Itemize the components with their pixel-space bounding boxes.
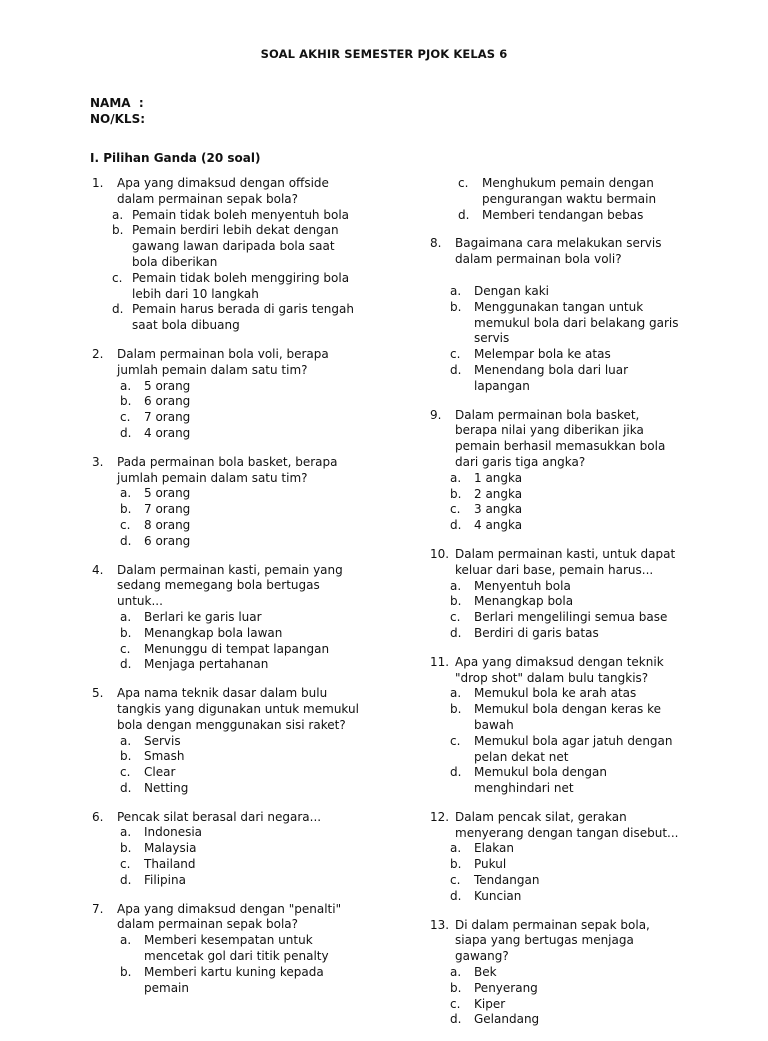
option-letter: c. [120, 857, 131, 872]
options-list [430, 284, 680, 395]
option-item [430, 873, 680, 889]
option-letter: b. [450, 486, 462, 501]
option-letter: c. [450, 502, 461, 517]
question-row [92, 176, 362, 208]
question-text: Dalam permainan bola basket, berapa nilai yang diberikan jika pemain berhasil memasukkan bola dari garis tiga angka? [455, 407, 666, 469]
question-item [92, 902, 362, 997]
option-text: 5 orang [144, 378, 191, 393]
option-letter: c. [450, 996, 461, 1011]
option-letter: d. [450, 518, 462, 533]
options-list [92, 610, 362, 673]
question-number: 2. [92, 346, 104, 361]
question-text: Pada permainan bola basket, berapa jumlah pemain dalam satu tim? [117, 454, 338, 485]
option-text: Memukul bola agar jatuh dengan pelan dekat net [474, 733, 673, 764]
option-item [430, 626, 680, 642]
option-text: Memberi tendangan bebas [482, 207, 644, 222]
option-item [430, 997, 680, 1013]
question-item [92, 686, 362, 797]
question-item [92, 455, 362, 550]
option-text: Pukul [474, 857, 507, 872]
question-row [92, 347, 362, 379]
option-letter: b. [120, 394, 132, 409]
question-text: Pencak silat berasal dari negara... [117, 809, 322, 824]
question-text: Dalam permainan kasti, untuk dapat keluar dari base, pemain harus... [455, 546, 676, 577]
question-text: Dalam pencak silat, gerakan menyerang dengan tangan disebut... [455, 809, 679, 840]
option-text: Memukul bola dengan keras ke bawah [474, 702, 661, 732]
option-letter: a. [450, 686, 462, 701]
option-item [92, 781, 362, 797]
option-letter: a. [450, 841, 462, 856]
option-item [430, 1012, 680, 1028]
option-item [92, 518, 362, 534]
option-letter: d. [120, 780, 132, 795]
option-letter: c. [450, 733, 461, 748]
option-letter: c. [120, 765, 131, 780]
option-text: Malaysia [144, 841, 197, 856]
option-text: Kiper [474, 996, 506, 1011]
question-row [430, 655, 680, 687]
option-text: Indonesia [144, 825, 203, 840]
option-text: 7 orang [144, 502, 191, 517]
option-text: Bek [474, 965, 497, 980]
option-letter: b. [120, 502, 132, 517]
option-item [430, 284, 680, 300]
option-letter: a. [450, 965, 462, 980]
question-row [430, 918, 680, 965]
option-item [430, 686, 680, 702]
question-text: Dalam permainan bola voli, berapa jumlah pemain dalam satu tim? [117, 346, 329, 377]
option-text: Pemain berdiri lebih dekat dengan gawang lawan daripada bola saat bola diberikan [132, 223, 339, 269]
option-item [92, 765, 362, 781]
option-text: Memberi kartu kuning kepada pemain [144, 964, 324, 995]
option-text: 6 orang [144, 394, 191, 409]
option-letter: c. [450, 610, 461, 625]
option-item [92, 302, 362, 334]
option-text: Kuncian [474, 888, 522, 903]
option-letter: d. [120, 872, 132, 887]
option-letter: b. [450, 594, 462, 609]
option-item [92, 426, 362, 442]
option-item [92, 734, 362, 750]
question-number: 6. [92, 809, 104, 824]
question-text: Bagaimana cara melakukan servis dalam permainan bola voli? [455, 236, 662, 267]
option-item [92, 502, 362, 518]
question-text: Dalam permainan kasti, pemain yang sedang memegang bola bertugas untuk... [117, 562, 343, 609]
option-text: Pemain harus berada di garis tengah saat bola dibuang [132, 302, 354, 333]
question-number: 8. [430, 236, 442, 251]
options-list [430, 965, 680, 1028]
option-letter: b. [120, 625, 132, 640]
option-letter: b. [120, 749, 132, 764]
option-item [92, 626, 362, 642]
option-item [430, 594, 680, 610]
option-text: Berlari ke garis luar [144, 609, 262, 624]
option-letter: b. [120, 841, 132, 856]
option-letter: d. [120, 657, 132, 672]
option-item [92, 610, 362, 626]
option-letter: a. [120, 933, 132, 948]
option-item [430, 965, 680, 981]
option-item [92, 825, 362, 841]
option-letter: d. [120, 533, 132, 548]
option-letter: d. [458, 207, 470, 222]
option-item [430, 363, 680, 395]
question-item [430, 408, 680, 534]
option-letter: a. [120, 825, 132, 840]
question-item [430, 918, 680, 1029]
question-item [430, 810, 680, 905]
option-letter: a. [120, 609, 132, 624]
option-text: Memukul bola dengan menghindari net [474, 765, 608, 796]
option-item [92, 379, 362, 395]
option-letter: c. [120, 517, 131, 532]
options-list [430, 579, 680, 642]
option-letter: b. [450, 980, 462, 995]
option-text: Menangkap bola [474, 594, 574, 609]
identity-block [90, 96, 145, 127]
option-item [92, 208, 362, 224]
option-text: Servis [144, 733, 181, 748]
option-text: Penyerang [474, 980, 538, 995]
question-number: 7. [92, 901, 104, 916]
option-text: Filipina [144, 872, 186, 887]
option-text: 8 orang [144, 517, 191, 532]
option-item [430, 765, 680, 797]
option-item [430, 889, 680, 905]
question-row [430, 810, 680, 842]
name-label: NAMA : [90, 96, 144, 110]
option-item [92, 271, 362, 303]
option-item [92, 841, 362, 857]
option-text: Menghukum pemain dengan pengurangan waktu bermain [482, 176, 657, 206]
option-item [92, 223, 362, 270]
option-letter: c. [450, 347, 461, 362]
option-letter: a. [450, 470, 462, 485]
option-item [92, 394, 362, 410]
option-item [430, 487, 680, 503]
option-text: Berdiri di garis batas [474, 625, 599, 640]
option-letter: a. [450, 283, 462, 298]
option-item [430, 857, 680, 873]
question-row [430, 547, 680, 579]
options-list [92, 734, 362, 797]
option-text: Menunggu di tempat lapangan [144, 641, 330, 656]
question-item [92, 347, 362, 442]
option-item [430, 734, 680, 766]
option-text: 1 angka [474, 470, 523, 485]
option-text: 7 orang [144, 410, 191, 425]
question-item [430, 547, 680, 642]
option-text: Elakan [474, 841, 514, 856]
option-item [92, 749, 362, 765]
question-item [430, 655, 680, 797]
class-label: NO/KLS: [90, 111, 146, 126]
question-number: 5. [92, 686, 104, 701]
question-row [430, 408, 680, 471]
page-title: SOAL AKHIR SEMESTER PJOK KELAS 6 [260, 47, 508, 61]
options-list [92, 933, 362, 996]
option-text: Tendangan [474, 873, 540, 888]
question-text: Apa nama teknik dasar dalam bulu tangkis yang digunakan untuk memukul bola dengan menggunakan sisi raket? [117, 686, 359, 732]
option-letter: d. [450, 1012, 462, 1027]
option-letter: c. [120, 410, 131, 425]
question-item [92, 563, 362, 674]
option-letter: d. [450, 888, 462, 903]
option-text: 4 angka [474, 518, 523, 533]
option-letter: b. [120, 964, 132, 979]
options-list [430, 686, 680, 797]
question-row [430, 236, 680, 268]
option-letter: c. [120, 641, 131, 656]
option-item [92, 933, 362, 965]
option-text: Dengan kaki [474, 283, 549, 298]
option-text: Memukul bola ke arah atas [474, 686, 637, 701]
question-item [430, 236, 680, 394]
options-list [430, 471, 680, 534]
option-item [430, 579, 680, 595]
option-letter: d. [120, 425, 132, 440]
option-letter: a. [112, 207, 124, 222]
option-letter: b. [450, 702, 462, 717]
option-item [430, 518, 680, 534]
question-row [92, 902, 362, 934]
option-item [430, 208, 680, 224]
option-text: Berlari mengelilingi semua base [474, 610, 668, 625]
option-item [92, 486, 362, 502]
question-item [92, 176, 362, 334]
question-number: 12. [430, 809, 450, 824]
option-letter: a. [450, 578, 462, 593]
option-text: 4 orang [144, 425, 191, 440]
options-list [92, 825, 362, 888]
question-number: 4. [92, 562, 104, 577]
option-item [430, 841, 680, 857]
option-item [430, 610, 680, 626]
question-number: 11. [430, 654, 450, 669]
options-list [92, 208, 362, 334]
question-item [92, 810, 362, 889]
option-letter: d. [450, 362, 462, 377]
option-text: Gelandang [474, 1012, 540, 1027]
option-item [92, 410, 362, 426]
question-text: Apa yang dimaksud dengan offside dalam permainan sepak bola? [117, 176, 329, 206]
option-letter: d. [450, 625, 462, 640]
question-text: Di dalam permainan sepak bola, siapa yang bertugas menjaga gawang? [455, 917, 650, 964]
option-text: 3 angka [474, 502, 523, 517]
option-text: Menjaga pertahanan [144, 657, 269, 672]
option-letter: d. [112, 302, 124, 317]
question-text: Apa yang dimaksud dengan "penalti" dalam permainan sepak bola? [117, 901, 342, 932]
option-letter: c. [450, 873, 461, 888]
question-number: 9. [430, 407, 442, 422]
option-text: Menangkap bola lawan [144, 625, 283, 640]
option-text: Memberi kesempatan untuk mencetak gol dari titik penalty [144, 933, 329, 964]
spacer [430, 268, 680, 284]
option-item [430, 176, 680, 208]
option-letter: a. [120, 378, 132, 393]
option-item [92, 857, 362, 873]
question-number: 13. [430, 917, 450, 932]
question-7-continued [430, 176, 680, 223]
question-number: 3. [92, 454, 104, 469]
option-item [430, 702, 680, 734]
question-row [92, 455, 362, 487]
option-text: Netting [144, 780, 189, 795]
option-item [92, 534, 362, 550]
option-item [92, 965, 362, 997]
option-text: 2 angka [474, 486, 523, 501]
option-letter: b. [450, 299, 462, 314]
option-letter: c. [458, 176, 469, 190]
option-text: Clear [144, 765, 176, 780]
option-item [92, 657, 362, 673]
option-item [92, 873, 362, 889]
option-text: Melempar bola ke atas [474, 347, 611, 362]
option-letter: a. [120, 486, 132, 501]
option-letter: b. [112, 223, 124, 238]
option-letter: c. [112, 270, 123, 285]
option-item [92, 642, 362, 658]
question-row [92, 686, 362, 733]
option-text: 5 orang [144, 486, 191, 501]
option-text: Menyentuh bola [474, 578, 571, 593]
option-letter: a. [120, 733, 132, 748]
question-row [92, 563, 362, 610]
options-list [92, 486, 362, 549]
options-list [430, 841, 680, 904]
option-text: Smash [144, 749, 185, 764]
option-item [430, 471, 680, 487]
options-list [92, 379, 362, 442]
option-item [430, 502, 680, 518]
column-right [430, 176, 680, 1041]
option-text: 6 orang [144, 533, 191, 548]
column-left [92, 176, 362, 1009]
option-item [430, 981, 680, 997]
option-text: Menggunakan tangan untuk memukul bola dari belakang garis servis [474, 299, 679, 346]
question-text: Apa yang dimaksud dengan teknik "drop shot" dalam bulu tangkis? [455, 654, 664, 685]
section-heading: I. Pilihan Ganda (20 soal) [90, 151, 261, 165]
option-item [430, 300, 680, 347]
question-number: 10. [430, 546, 450, 561]
question-number: 1. [92, 176, 104, 190]
option-item [430, 347, 680, 363]
option-text: Pemain tidak boleh menggiring bola lebih dari 10 langkah [132, 270, 350, 301]
option-text: Menendang bola dari luar lapangan [474, 362, 629, 393]
question-row [92, 810, 362, 826]
option-text: Thailand [144, 857, 196, 872]
option-letter: d. [450, 765, 462, 780]
option-text: Pemain tidak boleh menyentuh bola [132, 207, 350, 222]
option-letter: b. [450, 857, 462, 872]
